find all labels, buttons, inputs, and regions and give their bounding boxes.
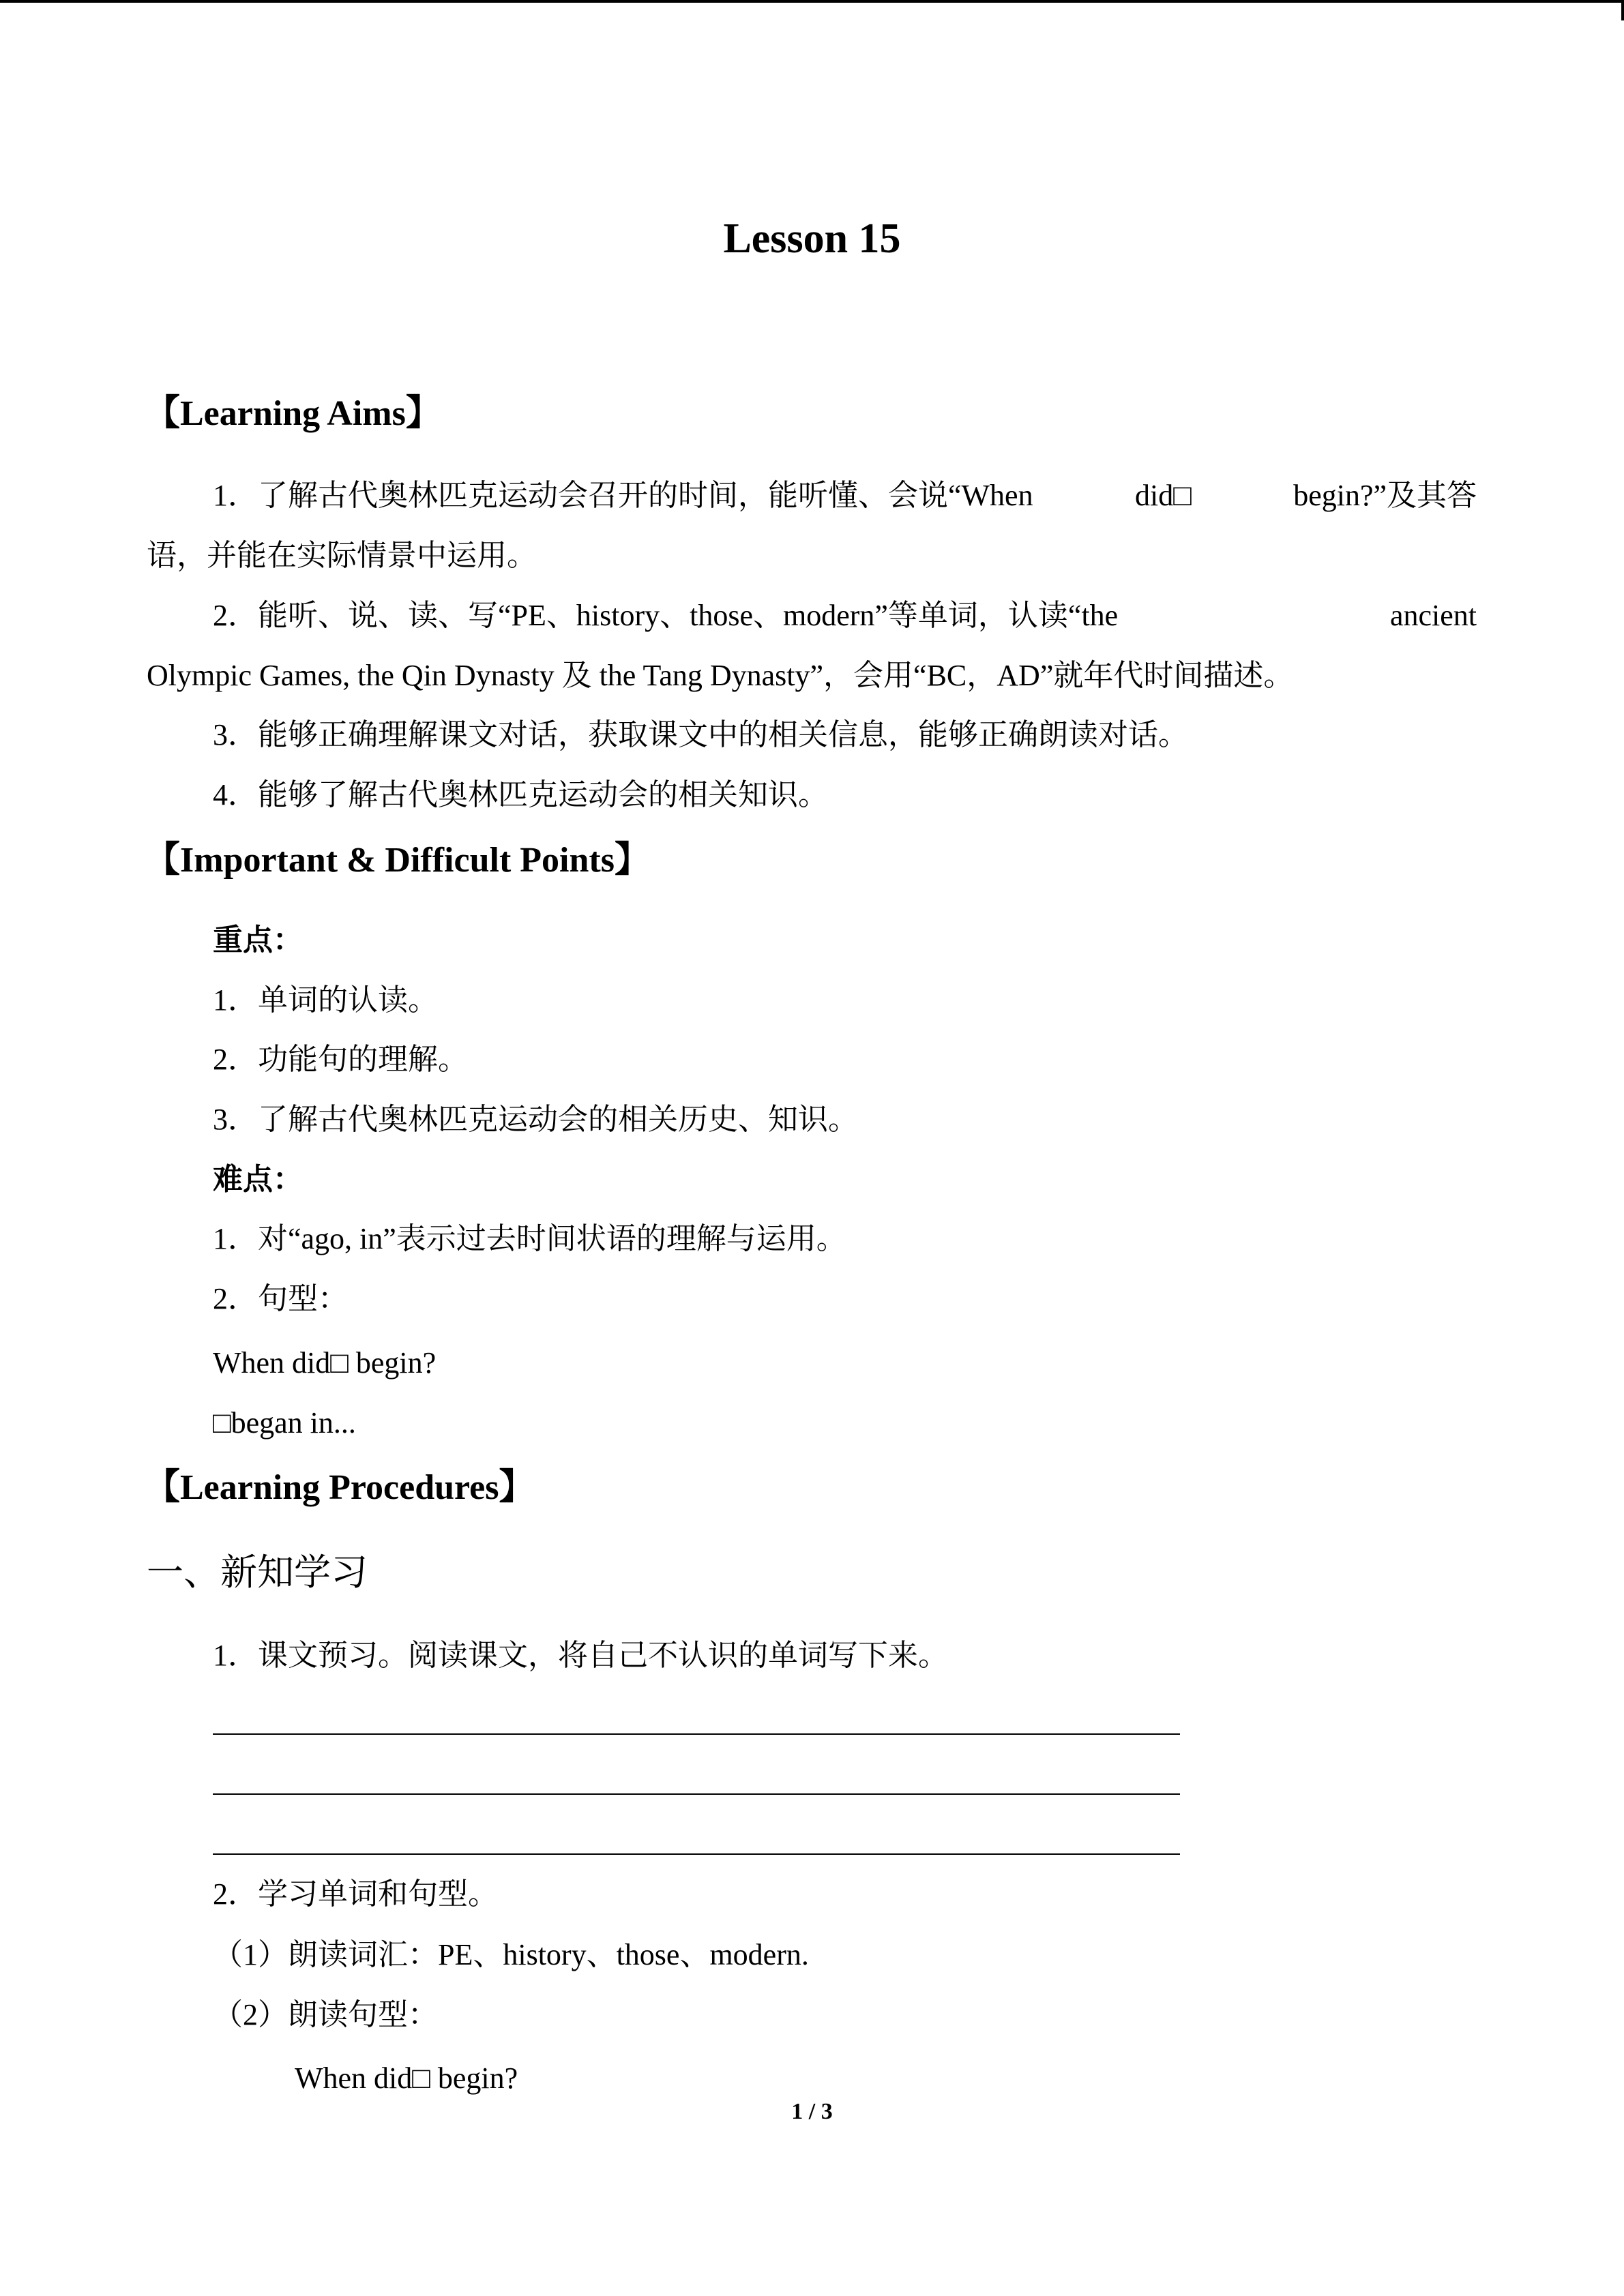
aim-2-line-2: Olympic Games, the Qin Dynasty 及 the Tang Dynasty”，会用“BC，AD”就年代时间描述。 xyxy=(147,659,1294,692)
section-heading-procedures: 【Learning Procedures】 xyxy=(145,1468,535,1507)
aim-2-part-1: 2．能听、说、读、写“PE、history、those、modern”等单词，认读“the xyxy=(213,599,1119,632)
part-1-heading: 一、新知学习 xyxy=(147,1552,368,1593)
page-top-border xyxy=(0,0,1624,3)
aim-1-part-3: begin?”及其答 xyxy=(1293,479,1477,512)
page-number: 1 / 3 xyxy=(791,2099,833,2124)
difficult-point-1: 1．对“ago, in”表示过去时间状语的理解与运用。 xyxy=(213,1222,846,1255)
page-corner-mark xyxy=(1621,0,1624,20)
step-2: 2．学习单词和句型。 xyxy=(213,1877,498,1911)
step-2-sub-1: （1）朗读词汇：PE、history、those、modern. xyxy=(213,1938,809,1971)
aim-1-part-1: 1．了解古代奥林匹克运动会召开的时间，能听懂、会说“When xyxy=(213,479,1033,512)
answer-line-3[interactable] xyxy=(213,1853,1180,1855)
aim-1-line-1 xyxy=(213,475,1477,516)
aim-4: 4．能够了解古代奥林匹克运动会的相关知识。 xyxy=(213,778,828,811)
section-heading-points: 【Important & Difficult Points】 xyxy=(145,841,650,880)
answer-line-1[interactable] xyxy=(213,1733,1180,1735)
difficult-points-label: 难点： xyxy=(213,1163,303,1196)
key-point-3: 3．了解古代奥林匹克运动会的相关历史、知识。 xyxy=(213,1103,858,1136)
answer-line-2[interactable] xyxy=(213,1793,1180,1795)
page-title: Lesson 15 xyxy=(723,215,901,262)
aim-2-line-1 xyxy=(213,595,1477,636)
sentence-pattern-2: □began in... xyxy=(213,1406,356,1440)
section-heading-learning-aims: 【Learning Aims】 xyxy=(145,394,441,433)
sentence-pattern-1: When did□ begin? xyxy=(213,1346,437,1380)
key-point-2: 2．功能句的理解。 xyxy=(213,1043,468,1076)
key-point-1: 1．单词的认读。 xyxy=(213,983,438,1017)
step-2-sub-2: （2）朗读句型： xyxy=(213,1998,438,2031)
key-points-label: 重点： xyxy=(213,923,303,957)
step-2-pattern: When did□ begin? xyxy=(295,2061,518,2095)
aim-3: 3．能够正确理解课文对话，获取课文中的相关信息，能够正确朗读对话。 xyxy=(213,718,1188,751)
difficult-point-2: 2．句型： xyxy=(213,1282,348,1315)
step-1: 1．课文预习。阅读课文，将自己不认识的单词写下来。 xyxy=(213,1639,948,1672)
aim-2-part-2: ancient xyxy=(1389,599,1477,632)
aim-1-part-2: did□ xyxy=(1134,479,1192,512)
aim-1-line-2: 语，并能在实际情景中运用。 xyxy=(147,539,537,572)
